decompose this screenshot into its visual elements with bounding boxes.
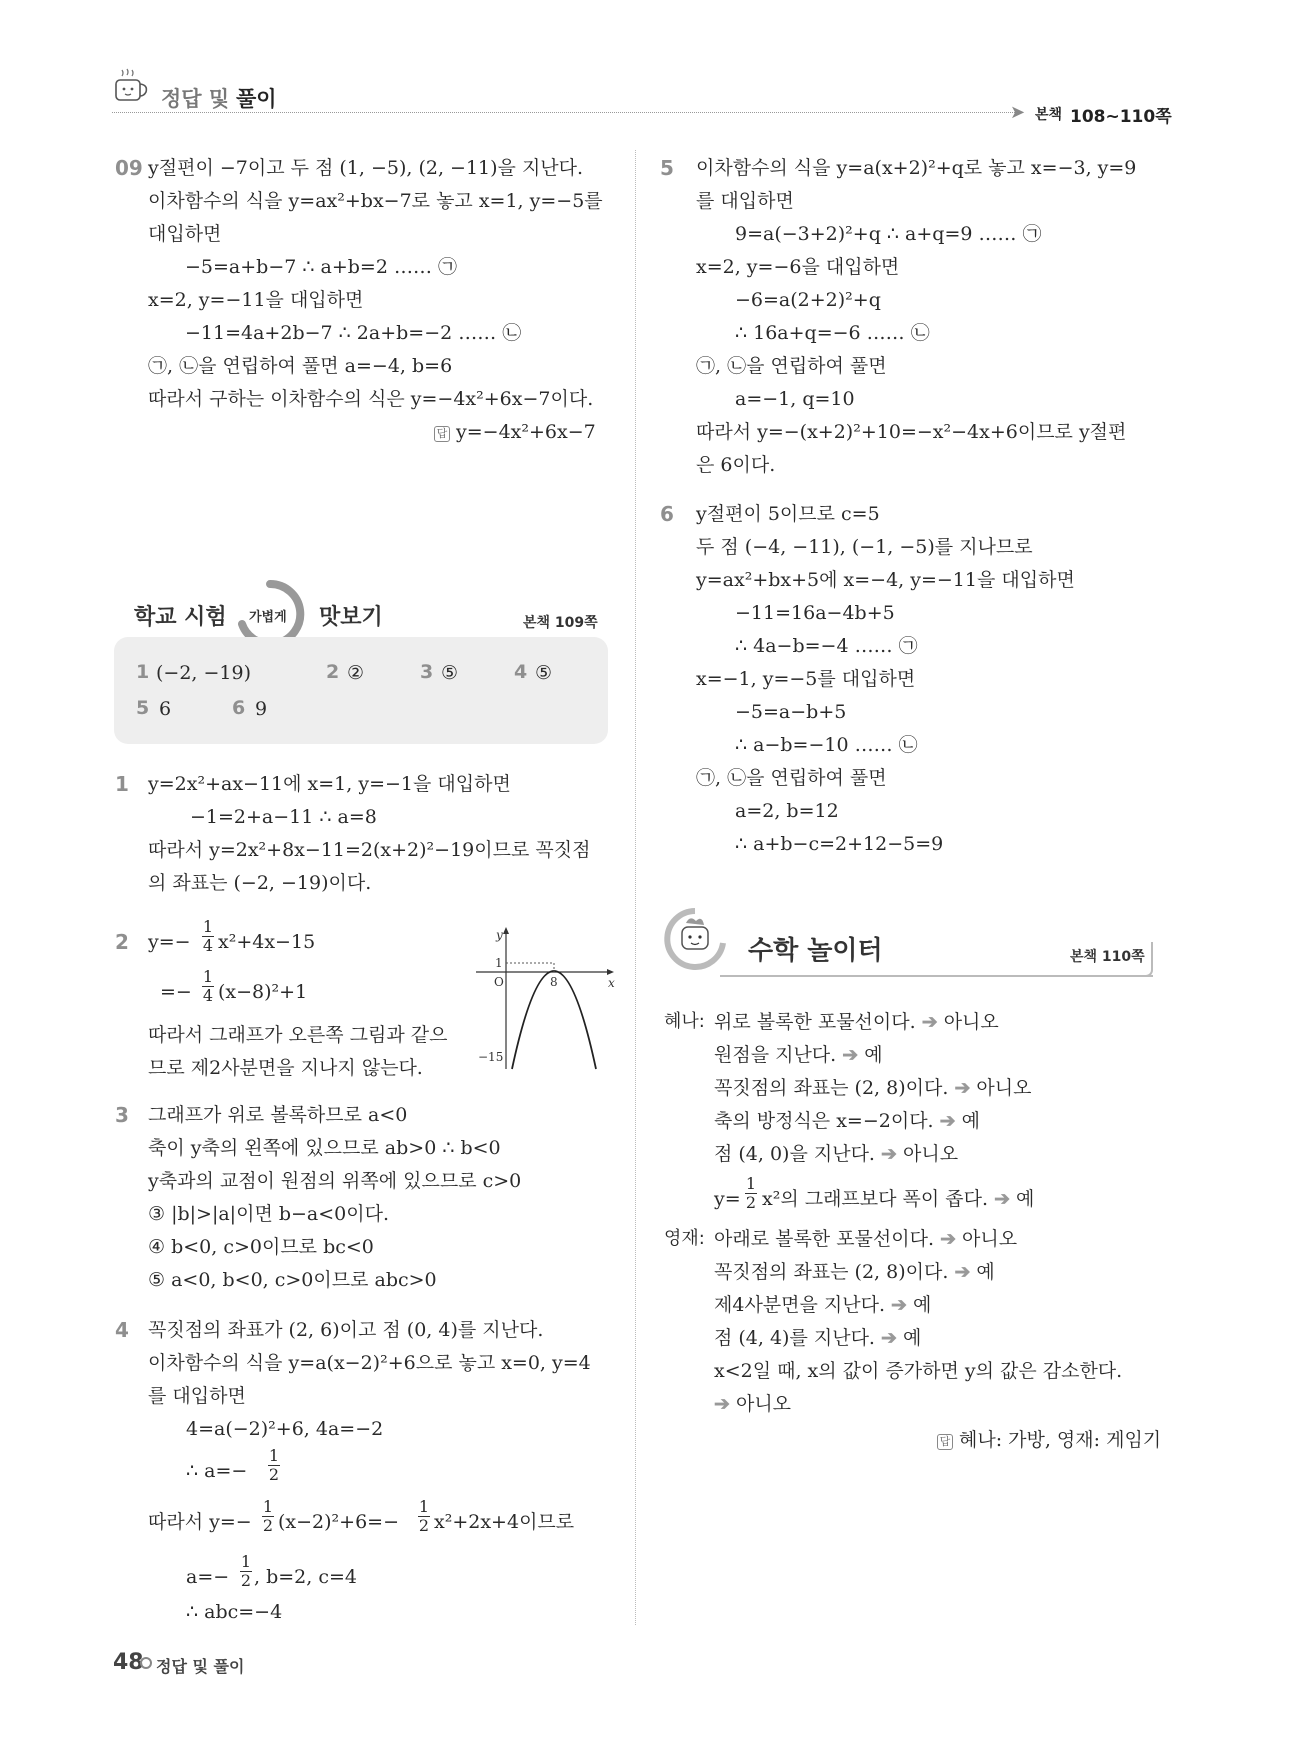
problem-number: 4 [115, 1318, 129, 1342]
statement [714, 1076, 1031, 1100]
solution-part: =− [160, 981, 192, 1003]
statement [762, 1187, 1034, 1211]
arrow-right-icon: ➔ [994, 1188, 1010, 1210]
solution-line: 따라서 구하는 이차함수의 식은 y=−4x²+6x−7이다. [148, 388, 594, 410]
answer-value: ⑤ [535, 662, 553, 684]
solution-line: y=ax²+bx+5에 x=−4, y=−11을 대입하면 [696, 569, 1075, 591]
solution-line: x=2, y=−6을 대입하면 [696, 256, 900, 278]
speaker-name: 혜나: [664, 1011, 705, 1032]
answer-value: 9 [255, 698, 268, 720]
solution-line: 이차함수의 식을 y=a(x+2)²+q로 놓고 x=−3, y=9 [696, 157, 1137, 179]
solution-line: 따라서 y=2x²+8x−11=2(x+2)²−19이므로 꼭짓점 [148, 839, 591, 861]
problem-number: 3 [115, 1103, 129, 1127]
answer-number: 6 [232, 697, 246, 719]
solution-part: y=− [148, 931, 191, 953]
problem-number: 6 [660, 502, 674, 526]
section-ref: 본책 109쪽 [523, 615, 598, 631]
problem-number: 5 [660, 156, 674, 180]
column-divider [635, 150, 636, 1625]
arrow-right-icon: ➔ [891, 1294, 907, 1316]
header-ref-label: 본책 [1035, 107, 1063, 123]
solution-part: (x−2)²+6=− [278, 1511, 400, 1533]
answer-line [937, 1428, 1161, 1452]
graph-y-label: y [496, 928, 503, 942]
statement-text: 제4사분면을 지난다. [714, 1294, 885, 1316]
solution-line: ㉠, ㉡을 연립하여 풀면 [696, 355, 887, 377]
fraction [240, 1553, 252, 1590]
statement-text: 축의 방정식은 x=−2이다. [714, 1110, 934, 1132]
statement [714, 1293, 931, 1317]
solution-line: ∴ abc=−4 [186, 1601, 283, 1623]
fraction-numerator: 1 [202, 967, 214, 986]
parabola-graph [470, 925, 615, 1073]
solution-line: 9=a(−3+2)²+q ∴ a+q=9 …… ㉠ [735, 223, 1042, 245]
solution-line: y축과의 교점이 원점의 위쪽에 있으므로 c>0 [148, 1170, 522, 1192]
playground-mascot-icon [660, 905, 730, 975]
fraction-numerator: 1 [418, 1497, 430, 1516]
solution-line: 므로 제2사분면을 지나지 않는다. [148, 1057, 423, 1079]
fraction [268, 1447, 280, 1484]
answer-number: 1 [136, 661, 150, 683]
answer-line [434, 420, 596, 444]
arrow-right-icon: ➔ [881, 1327, 897, 1349]
solution-part: x²+2x+4이므로 [434, 1511, 575, 1533]
section-title-b: 맛보기 [319, 605, 383, 630]
answer-icon: 답 [434, 426, 450, 442]
solution-line: −11=4a+2b−7 ∴ 2a+b=−2 …… ㉡ [185, 322, 522, 344]
statement-text: 위로 볼록한 포물선이다. [714, 1011, 916, 1033]
solution-part: (x−8)²+1 [218, 981, 308, 1003]
solution-line: ㉠, ㉡을 연립하여 풀면 a=−4, b=6 [148, 355, 453, 377]
fraction-numerator: 1 [240, 1552, 252, 1571]
statement-answer: 아니오 [735, 1393, 792, 1415]
statement-answer: 아니오 [943, 1011, 999, 1033]
answer-value: ② [347, 662, 365, 684]
statement-text: x²의 그래프보다 폭이 좁다. [762, 1188, 989, 1210]
solution-line: −5=a−b+5 [735, 701, 847, 723]
graph-origin-label: O [494, 975, 504, 989]
footer-label: 정답 및 풀이 [156, 1657, 245, 1676]
playground-underline [720, 975, 1153, 977]
solution-line: 두 점 (−4, −11), (−1, −5)를 지나므로 [696, 536, 1033, 558]
solution-line: ③ |b|>|a|이면 b−a<0이다. [148, 1203, 390, 1225]
solution-line: −11=16a−4b+5 [735, 602, 895, 624]
statement-text: 아래로 볼록한 포물선이다. [714, 1228, 935, 1250]
solution-line: 이차함수의 식을 y=a(x−2)²+6으로 놓고 x=0, y=4 [148, 1352, 591, 1374]
solution-line: 그래프가 위로 볼록하므로 a<0 [148, 1104, 408, 1126]
statement [714, 1109, 980, 1133]
answer-number: 4 [514, 661, 528, 683]
solution-line: ∴ 16a+q=−6 …… ㉡ [735, 322, 930, 344]
statement [714, 1010, 999, 1034]
statement-answer: 아니오 [903, 1143, 959, 1165]
statement [714, 1326, 921, 1350]
statement-text: x<2일 때, x의 값이 증가하면 y의 값은 감소한다. [714, 1360, 1123, 1382]
answer-number: 5 [136, 697, 150, 719]
solution-line: 대입하면 [148, 223, 222, 245]
answer-value: ⑤ [441, 662, 459, 684]
fraction-numerator: 1 [745, 1174, 757, 1193]
graph-eight-label: 8 [550, 975, 558, 989]
playground-ref: 본책 110쪽 [1070, 949, 1145, 965]
solution-part: x²+4x−15 [218, 931, 316, 953]
answer-value: (−2, −19) [156, 662, 252, 684]
problem-number: 2 [115, 930, 129, 954]
chevron-right-icon: ➤ [1010, 102, 1026, 123]
solution-part: , b=2, c=4 [254, 1566, 357, 1588]
graph-one-label: 1 [495, 956, 503, 970]
solution-line: ∴ a−b=−10 …… ㉡ [735, 734, 918, 756]
answer-text: 혜나: 가방, 영재: 게임기 [959, 1429, 1162, 1451]
speaker-name: 영재: [664, 1228, 705, 1249]
fraction-numerator: 1 [202, 917, 214, 936]
solution-line: a=−1, q=10 [735, 388, 855, 410]
fraction [262, 1498, 274, 1535]
header-title-b: 풀이 [236, 87, 277, 111]
statement-answer: 예 [1016, 1188, 1035, 1210]
arrow-right-icon: ➔ [881, 1143, 897, 1165]
solution-line: y=2x²+ax−11에 x=1, y=−1을 대입하면 [148, 773, 511, 795]
fraction-numerator: 1 [262, 1497, 274, 1516]
fraction-denominator: 4 [202, 986, 214, 1005]
statement-answer: 예 [961, 1110, 980, 1132]
solution-line: 축이 y축의 왼쪽에 있으므로 ab>0 ∴ b<0 [148, 1137, 501, 1159]
statement-text: 꼭짓점의 좌표는 (2, 8)이다. [714, 1261, 949, 1283]
solution-line: ∴ a+b−c=2+12−5=9 [735, 833, 944, 855]
statement-answer: 예 [903, 1327, 922, 1349]
solution-line: 의 좌표는 (−2, −19)이다. [148, 872, 372, 894]
arrow-right-icon: ➔ [842, 1044, 859, 1066]
circle-icon [140, 1657, 152, 1669]
answer-text: y=−4x²+6x−7 [456, 421, 596, 443]
statement [714, 1142, 958, 1166]
solution-line: ④ b<0, c>0이므로 bc<0 [148, 1236, 374, 1258]
graph-x-label: x [608, 976, 615, 990]
solution-line: ∴ 4a−b=−4 …… ㉠ [735, 635, 918, 657]
solution-line: y절편이 5이므로 c=5 [696, 503, 880, 525]
statement-answer: 예 [913, 1294, 932, 1316]
arrow-right-icon: ➔ [954, 1077, 971, 1099]
solution-part: ∴ a=− [186, 1460, 248, 1482]
solution-line: 를 대입하면 [696, 190, 794, 212]
solution-line: ㉠, ㉡을 연립하여 풀면 [696, 767, 887, 789]
fraction-denominator: 2 [418, 1516, 430, 1535]
solution-line: x=−1, y=−5를 대입하면 [696, 668, 916, 690]
section-title-a: 학교 시험 [134, 605, 227, 630]
statement-text: 점 (4, 0)을 지난다. [714, 1143, 875, 1165]
solution-line: −5=a+b−7 ∴ a+b=2 …… ㉠ [185, 256, 458, 278]
arrow-right-icon: ➔ [954, 1261, 971, 1283]
solution-line: −6=a(2+2)²+q [735, 289, 881, 311]
solution-line: 4=a(−2)²+6, 4a=−2 [186, 1418, 384, 1440]
answer-value: 6 [159, 698, 172, 720]
arrow-right-icon: ➔ [714, 1393, 730, 1415]
fraction [202, 918, 214, 955]
statement-part: y= [714, 1188, 741, 1210]
statement [714, 1043, 883, 1067]
statement-answer: 아니오 [976, 1077, 1032, 1099]
page-number: 48 [113, 1650, 144, 1675]
solution-line: x=2, y=−11을 대입하면 [148, 289, 364, 311]
problem-number: 09 [115, 156, 143, 180]
problem-number: 1 [115, 772, 129, 796]
playground-bracket [1146, 942, 1153, 977]
fraction [418, 1498, 430, 1535]
fraction-denominator: 2 [268, 1465, 280, 1484]
arrow-right-icon: ➔ [940, 1228, 956, 1250]
solution-line: 꼭짓점의 좌표가 (2, 6)이고 점 (0, 4)를 지난다. [148, 1319, 544, 1341]
solution-line: 를 대입하면 [148, 1385, 246, 1407]
statement-text: 꼭짓점의 좌표는 (2, 8)이다. [714, 1077, 949, 1099]
statement [714, 1392, 791, 1416]
statement-text: 점 (4, 4)를 지난다. [714, 1327, 875, 1349]
arrow-right-icon: ➔ [921, 1011, 938, 1033]
solution-line: −1=2+a−11 ∴ a=8 [190, 806, 377, 828]
solution-line: 은 6이다. [696, 454, 776, 476]
statement [714, 1227, 1017, 1251]
statement-text: 원점을 지난다. [714, 1044, 837, 1066]
solution-line: 이차함수의 식을 y=ax²+bx−7로 놓고 x=1, y=−5를 [148, 190, 603, 212]
fraction-numerator: 1 [268, 1446, 280, 1465]
solution-line: 따라서 y=−(x+2)²+10=−x²−4x+6이므로 y절편 [696, 421, 1127, 443]
solution-line: 따라서 그래프가 오른쪽 그림과 같으 [148, 1024, 448, 1046]
answer-number: 3 [420, 661, 434, 683]
header-title-a: 정답 및 [161, 87, 230, 111]
fraction-denominator: 4 [202, 936, 214, 955]
statement-answer: 예 [976, 1261, 995, 1283]
answer-icon: 답 [937, 1434, 953, 1450]
fraction [745, 1175, 757, 1212]
statement [714, 1260, 995, 1284]
statement-answer: 아니오 [962, 1228, 1018, 1250]
header-rule [112, 112, 1015, 113]
answer-box [114, 637, 608, 744]
solution-part: a=− [186, 1566, 230, 1588]
solution-part: 따라서 y=− [148, 1511, 252, 1533]
fraction [202, 968, 214, 1005]
solution-line: a=2, b=12 [735, 800, 839, 822]
header-ref-pages: 108~110쪽 [1070, 107, 1172, 127]
answer-number: 2 [326, 661, 340, 683]
solution-line: ⑤ a<0, b<0, c>0이므로 abc>0 [148, 1269, 437, 1291]
solution-line: y절편이 −7이고 두 점 (1, −5), (2, −11)을 지난다. [148, 157, 584, 179]
fraction-denominator: 2 [240, 1571, 252, 1590]
fraction-denominator: 2 [262, 1516, 274, 1535]
arrow-right-icon: ➔ [939, 1110, 956, 1132]
graph-neg15-label: −15 [478, 1050, 504, 1064]
mug-icon [112, 66, 150, 106]
statement-answer: 예 [864, 1044, 883, 1066]
section-badge: 가볍게 [249, 610, 287, 625]
playground-title: 수학 놀이터 [748, 936, 883, 966]
fraction-denominator: 2 [745, 1193, 757, 1212]
